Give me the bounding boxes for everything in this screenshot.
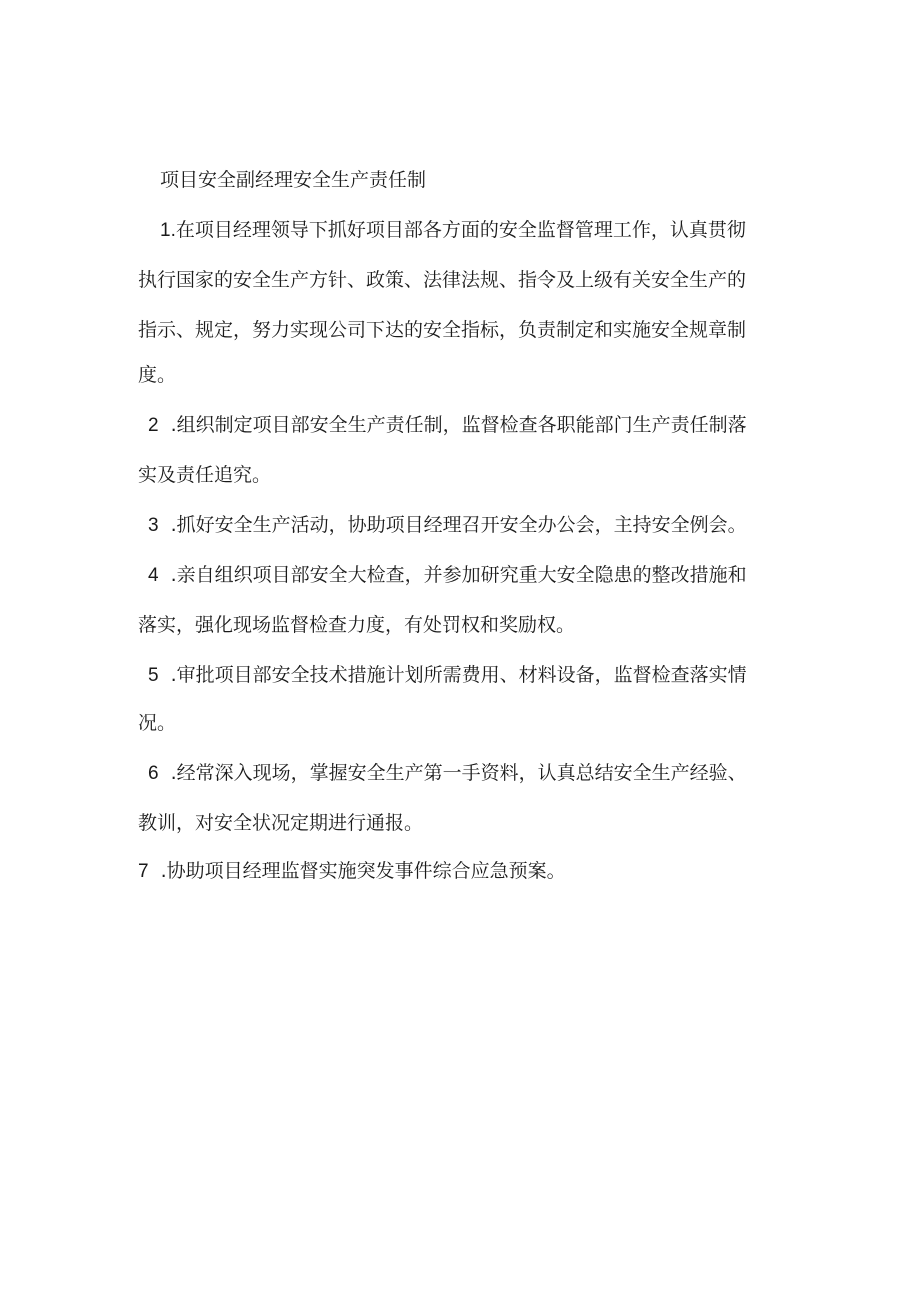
list-item-4-line-2: 落实，强化现场监督检查力度，有处罚权和奖励权。	[138, 614, 576, 636]
item-number-1: 1.	[160, 220, 176, 241]
list-item-6-line-2: 教训，对安全状况定期进行通报。	[138, 812, 424, 834]
item-number-3: 3	[148, 515, 159, 536]
list-item-3-line-1: 3 .抓好安全生产活动，协助项目经理召开安全办公会，主持安全例会。	[148, 514, 747, 536]
list-item-1-line-3: 指示、规定，努力实现公司下达的安全指标，负责制定和实施安全规章制	[138, 319, 747, 341]
list-item-1-line-2: 执行国家的安全生产方针、政策、法律法规、指令及上级有关安全生产的	[138, 269, 747, 291]
item-number-7: 7	[138, 861, 149, 882]
item-number-2: 2	[148, 415, 159, 436]
item-number-6: 6	[148, 763, 159, 784]
list-item-6-line-1: 6 .经常深入现场，掌握安全生产第一手资料，认真总结安全生产经验、	[148, 762, 747, 784]
list-item-5-line-2: 况。	[138, 712, 177, 734]
document-title: 项目安全副经理安全生产责任制	[160, 169, 427, 191]
list-item-5-line-1: 5 .审批项目部安全技术措施计划所需费用、材料设备，监督检查落实情	[148, 664, 747, 686]
list-item-4-line-1: 4 .亲自组织项目部安全大检查，并参加研究重大安全隐患的整改措施和	[148, 564, 747, 586]
item-number-5: 5	[148, 665, 159, 686]
list-item-1-line-1: 1.在项目经理领导下抓好项目部各方面的安全监督管理工作，认真贯彻	[160, 219, 746, 241]
list-item-1-line-4: 度。	[138, 364, 177, 386]
list-item-7-line-1: 7 .协助项目经理监督实施突发事件综合应急预案。	[138, 860, 566, 882]
list-item-2-line-1: 2 .组织制定项目部安全生产责任制，监督检查各职能部门生产责任制落	[148, 414, 747, 436]
list-item-2-line-2: 实及责任追究。	[138, 464, 272, 486]
item-number-4: 4	[148, 565, 159, 586]
